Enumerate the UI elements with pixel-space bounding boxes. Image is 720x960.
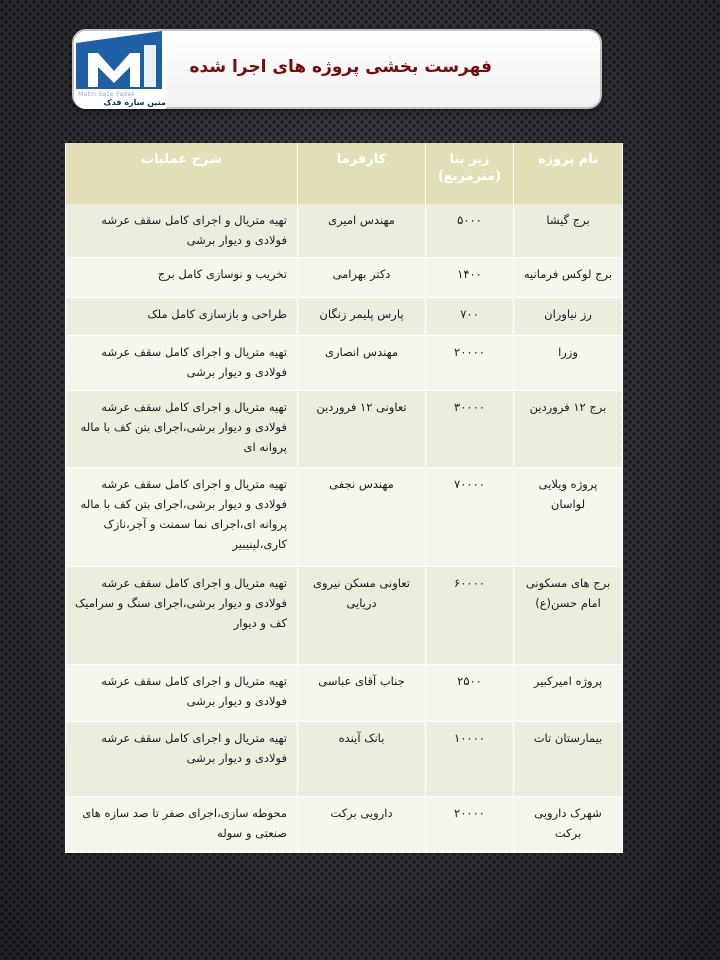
projects-table <box>65 143 623 853</box>
cell-description: تهیه متریال و اجرای کامل سقف عرشه فولادی و دیوار برشی <box>66 335 298 390</box>
cell-client: تعاونی ۱۲ فروردین <box>298 390 426 467</box>
column-header-client: کارفرما <box>298 143 426 204</box>
logo-latin-text: Matin Saze Fadak <box>78 91 136 98</box>
cell-name: برج لوکس فرمانیه <box>514 257 623 297</box>
table-row <box>66 721 623 796</box>
cell-client: جناب آقای عباسی <box>298 664 426 721</box>
cell-name: پروژه امیرکبیر <box>514 664 623 721</box>
cell-area: ۲۰۰۰۰ <box>426 796 514 852</box>
table-row <box>66 335 623 390</box>
cell-client: دکتر بهرامی <box>298 257 426 297</box>
cell-name: برج گیشا <box>514 204 623 257</box>
cell-description: تهیه متریال و اجرای کامل سقف عرشه فولادی و دیوار برشی،اجرای بتن کف با ماله پروانه ای <box>66 390 298 467</box>
column-header-area-label: زیر بنا <box>449 152 490 167</box>
table-header-row <box>66 143 623 204</box>
cell-description: تهیه متریال و اجرای کامل سقف عرشه فولادی و دیوار برشی،اجرای سنگ و سرامیک کف و دیوار <box>66 566 298 664</box>
table-row <box>66 204 623 257</box>
cell-area: ۱۴۰۰ <box>426 257 514 297</box>
column-header-description: شرح عملیات <box>66 143 298 204</box>
table-row <box>66 390 623 467</box>
cell-description: محوطه سازی،اجرای صفر تا صد سازه های صنعتی و سوله <box>66 796 298 852</box>
cell-description: تخریب و نوسازی کامل برج <box>66 257 298 297</box>
table-row <box>66 467 623 566</box>
cell-client: دارویی برکت <box>298 796 426 852</box>
cell-description: تهیه متریال و اجرای کامل سقف عرشه فولادی و دیوار برشی <box>66 721 298 796</box>
cell-area: ۷۰۰۰۰ <box>426 467 514 566</box>
cell-name: برج ۱۲ فروردین <box>514 390 623 467</box>
cell-description: تهیه متریال و اجرای کامل سقف عرشه فولادی و دیوار برشی <box>66 664 298 721</box>
cell-area: ۲۰۰۰۰ <box>426 335 514 390</box>
table-row <box>66 257 623 297</box>
cell-description: طراحی و بازسازی کامل ملک <box>66 297 298 335</box>
cell-client: مهندس انصاری <box>298 335 426 390</box>
cell-description: تهیه متریال و اجرای کامل سقف عرشه فولادی و دیوار برشی <box>66 204 298 257</box>
title-banner <box>72 29 602 109</box>
cell-client: پارس پلیمر زنگان <box>298 297 426 335</box>
logo-persian-text: متین سازه فدک <box>103 98 166 107</box>
cell-area: ۱۰۰۰۰ <box>426 721 514 796</box>
page-title: فهرست بخشی پروژه های اجرا شده <box>189 57 492 77</box>
company-logo <box>74 31 166 109</box>
table-row <box>66 664 623 721</box>
cell-name: بیمارستان تات <box>514 721 623 796</box>
cell-area: ۷۰۰ <box>426 297 514 335</box>
table-row <box>66 796 623 852</box>
column-header-area-unit: (مترمربع) <box>437 169 502 184</box>
cell-name: وزرا <box>514 335 623 390</box>
column-header-area <box>426 143 514 204</box>
cell-name: پروژه ویلایی لواسان <box>514 467 623 566</box>
cell-name: شهرک دارویی برکت <box>514 796 623 852</box>
cell-area: ۲۵۰۰ <box>426 664 514 721</box>
cell-name: رز نیاوران <box>514 297 623 335</box>
cell-area: ۳۰۰۰۰ <box>426 390 514 467</box>
column-header-name: نام پروژه <box>514 143 623 204</box>
projects-table-container <box>65 143 622 853</box>
cell-name: برج های مسکونی امام حسن(ع) <box>514 566 623 664</box>
cell-area: ۵۰۰۰ <box>426 204 514 257</box>
cell-client: تعاونی مسکن نیروی دریایی <box>298 566 426 664</box>
cell-client: بانک آینده <box>298 721 426 796</box>
table-row <box>66 566 623 664</box>
cell-client: مهندس امیری <box>298 204 426 257</box>
cell-area: ۶۰۰۰۰ <box>426 566 514 664</box>
cell-description: تهیه متریال و اجرای کامل سقف عرشه فولادی و دیوار برشی،اجرای بتن کف با ماله پروانه ای،اجرای نما سمنت و آجر،نازک کاری،لینیبیر <box>66 467 298 566</box>
table-row <box>66 297 623 335</box>
cell-client: مهندس نجفی <box>298 467 426 566</box>
